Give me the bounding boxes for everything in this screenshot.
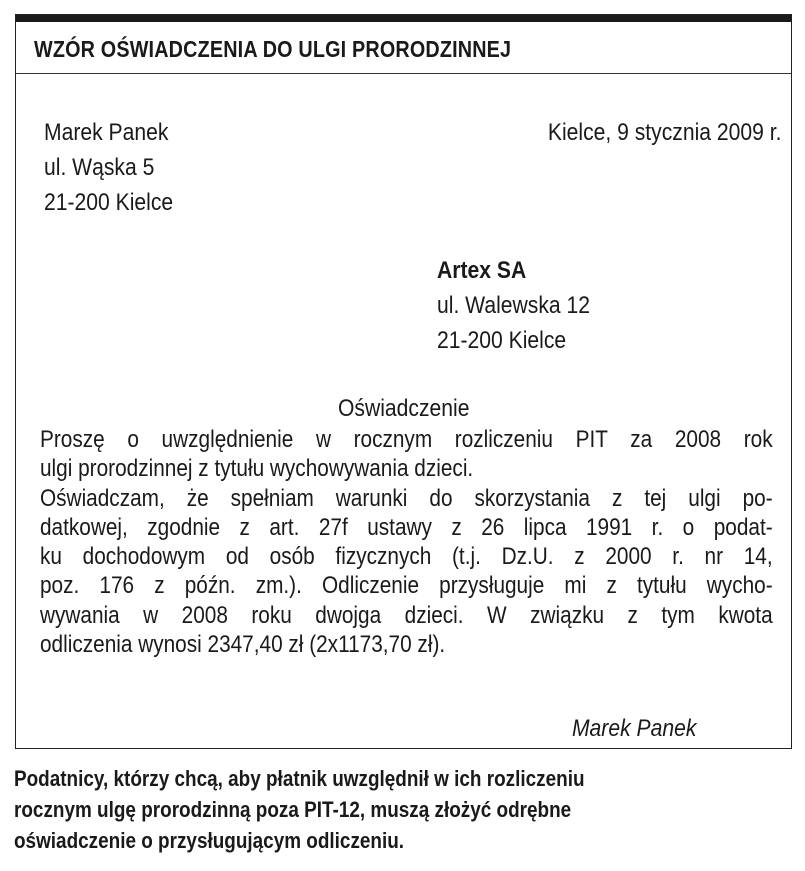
body-line: ku dochodowym od osób fizycznych (t.j. Dz.U. z 2000 r. nr 14, [40, 543, 773, 571]
sender-address [44, 115, 173, 220]
sender-street: ul. Wąska 5 [44, 154, 155, 181]
sender-name: Marek Panek [44, 119, 169, 146]
body-line: odliczenia wynosi 2347,40 zł (2x1173,70 zł). [40, 631, 446, 659]
body-line: wywania w 2008 roku dwojga dzieci. W związku z tym kwota [40, 601, 773, 629]
top-rule [16, 15, 791, 22]
statement-heading [16, 395, 791, 423]
caption-line: oświadczenie o przysługującym odliczeniu. [14, 828, 405, 853]
body-line: datkowej, zgodnie z art. 27f ustawy z 26 lipca 1991 r. o podat- [40, 513, 773, 541]
caption-line: Podatnicy, którzy chcą, aby płatnik uwzględnił w ich rozliczeniu [14, 766, 585, 791]
statement-template-box [15, 14, 792, 749]
body-line: Proszę o uwzględnienie w rocznym rozliczeniu PIT za 2008 rok [40, 426, 773, 453]
title-divider [16, 73, 791, 74]
sender-city: 21-200 Kielce [44, 189, 174, 216]
body-line: poz. 176 z późn. zm.). Odliczenie przysługuje mi z tytułu wycho- [40, 572, 773, 600]
recipient-name: Artex SA [437, 257, 527, 284]
document-title: WZÓR OŚWIADCZENIA DO ULGI PRORODZINNEJ [34, 36, 512, 62]
caption [14, 763, 585, 856]
recipient-address [437, 253, 590, 358]
date-place: Kielce, 9 stycznia 2009 r. [547, 119, 781, 146]
statement-body [40, 425, 773, 659]
body-line: Oświadczam, że spełniam warunki do skorzystania z tej ulgi po- [40, 484, 773, 512]
caption-line: rocznym ulgę prorodzinną poza PIT-12, muszą złożyć odrębne [14, 797, 572, 822]
body-line: ulgi prorodzinnej z tytułu wychowywania dzieci. [40, 455, 474, 483]
signature: Marek Panek [571, 715, 696, 742]
statement-heading-text: Oświadczenie [337, 395, 470, 422]
recipient-city: 21-200 Kielce [437, 327, 567, 354]
recipient-street: ul. Walewska 12 [437, 292, 590, 319]
